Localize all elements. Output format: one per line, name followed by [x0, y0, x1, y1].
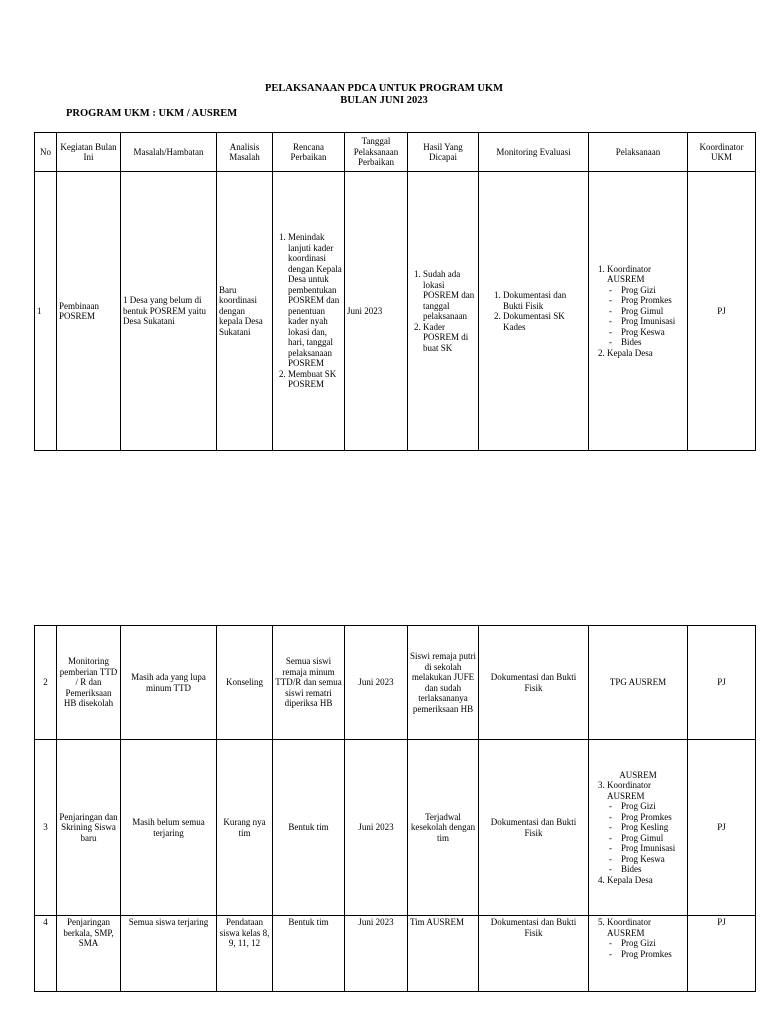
header-tanggal: Tanggal Pelaksanaan Perbaikan [345, 133, 408, 172]
list-item: - Bides [621, 864, 685, 875]
list-item: - Prog Keswa [621, 327, 685, 338]
row1-monitoring [479, 172, 589, 451]
list-item: 1. Menindak lanjuti kader koordinasi dengan Kepala Desa untuk pembentukan POSREM dan penentuan kader nyah lokasi dan, hari, tanggal pelaksanaan POSREM [288, 232, 342, 369]
list-item: - Prog Promkes [621, 295, 685, 306]
row1-rencana [273, 172, 345, 451]
row4-koordinator: PJ [688, 916, 756, 992]
row1-pelaksanaan [589, 172, 688, 451]
header-hasil: Hasil Yang Dicapai [408, 133, 479, 172]
row3-masalah: Masih belum semua terjaring [121, 740, 217, 916]
pelaksanaan-main: Koordinator AUSREM [607, 780, 651, 801]
list-item: - Prog Gizi [621, 285, 685, 296]
table-row [35, 740, 756, 916]
pelaksanaan-main: Koordinator AUSREM [607, 917, 651, 938]
row3-koordinator: PJ [688, 740, 756, 916]
table-row [35, 916, 756, 992]
list-item: - Prog Gizi [621, 801, 685, 812]
row1-masalah: 1 Desa yang belum di bentuk POSREM yaitu Desa Sukatani [121, 172, 217, 451]
row2-analisis: Konseling [217, 626, 273, 740]
row1-no: 1 [35, 172, 57, 451]
row1-kegiatan: Pembinaan POSREM [57, 172, 121, 451]
row3-monitoring: Dokumentasi dan Bukti Fisik [479, 740, 589, 916]
row1-hasil [408, 172, 479, 451]
list-item: 2. Kader POSREM di buat SK [423, 322, 476, 354]
row2-hasil: Siswi remaja putri di sekolah melakukan JUFE dan sudah terlaksananya pemeriksaan HB [408, 626, 479, 740]
document-title: PELAKSANAAN PDCA UNTUK PROGRAM UKM [265, 83, 503, 94]
pelaksanaan-top: AUSREM [619, 769, 657, 780]
list-item: 2. Kepala Desa [607, 348, 685, 359]
list-item [607, 264, 685, 348]
row2-kegiatan: Monitoring pemberian TTD / R dan Pemeriksaan HB disekolah [57, 626, 121, 740]
row1-analisis: Baru koordinasi dengan kepala Desa Sukatani [217, 172, 273, 451]
row4-pelaksanaan [589, 916, 688, 992]
row4-analisis: Pendataan siswa kelas 8, 9, 11, 12 [217, 916, 273, 992]
row1-tanggal: Juni 2023 [345, 172, 408, 451]
pdca-table-page-1 [34, 132, 756, 451]
list-item: 2. Membuat SK POSREM [288, 369, 342, 390]
row2-no: 2 [35, 626, 57, 740]
header-no: No [35, 133, 57, 172]
table-row [35, 626, 756, 740]
row3-hasil: Terjadwal kesekolah dengan tim [408, 740, 479, 916]
list-item: 4. Kepala Desa [607, 875, 685, 886]
header-kegiatan: Kegiatan Bulan Ini [57, 133, 121, 172]
table-row [35, 172, 756, 451]
row3-no: 3 [35, 740, 57, 916]
row1-koordinator: PJ [688, 172, 756, 451]
row4-no: 4 [35, 916, 57, 992]
list-item: 1. Dokumentasi dan Bukti Fisik [503, 290, 586, 311]
row2-koordinator: PJ [688, 626, 756, 740]
header-masalah: Masalah/Hambatan [121, 133, 217, 172]
row2-monitoring: Dokumentasi dan Bukti Fisik [479, 626, 589, 740]
row3-rencana: Bentuk tim [273, 740, 345, 916]
row3-pelaksanaan [589, 740, 688, 916]
list-item: - Prog Gimul [621, 306, 685, 317]
list-item: - Bides [621, 337, 685, 348]
row3-kegiatan: Penjaringan dan Skrining Siswa baru [57, 740, 121, 916]
pdca-table-page-2 [34, 625, 756, 992]
header-row [35, 133, 756, 172]
header-koordinator: Koordinator UKM [688, 133, 756, 172]
row4-kegiatan: Penjaringan berkala, SMP, SMA [57, 916, 121, 992]
list-item: - Prog Promkes [621, 812, 685, 823]
list-item: - Prog Imunisasi [621, 843, 685, 854]
row2-pelaksanaan: TPG AUSREM [589, 626, 688, 740]
list-item: - Prog Gizi [621, 938, 685, 949]
row4-rencana: Bentuk tim [273, 916, 345, 992]
header-rencana: Rencana Perbaikan [273, 133, 345, 172]
pelaksanaan-main: Koordinator AUSREM [607, 263, 651, 285]
list-item: - Prog Imunisasi [621, 316, 685, 327]
list-item: 2. Dokumentasi SK Kades [503, 311, 586, 332]
row3-tanggal: Juni 2023 [345, 740, 408, 916]
header-pelaksanaan: Pelaksanaan [589, 133, 688, 172]
list-item: 1. Sudah ada lokasi POSREM dan tanggal pelaksanaan [423, 269, 476, 322]
row4-masalah: Semua siswa terjaring [121, 916, 217, 992]
header-analisis: Analisis Masalah [217, 133, 273, 172]
list-item [607, 917, 685, 959]
row2-tanggal: Juni 2023 [345, 626, 408, 740]
row2-rencana: Semua siswi remaja minum TTD/R dan semua siswi rematri diperiksa HB [273, 626, 345, 740]
row3-analisis: Kurang nya tim [217, 740, 273, 916]
row4-tanggal: Juni 2023 [345, 916, 408, 992]
row4-hasil: Tim AUSREM [408, 916, 479, 992]
list-item [607, 780, 685, 875]
program-label: PROGRAM UKM : UKM / AUSREM [66, 108, 238, 119]
header-monitoring: Monitoring Evaluasi [479, 133, 589, 172]
list-item: - Prog Gimul [621, 833, 685, 844]
document-subtitle: BULAN JUNI 2023 [340, 95, 428, 106]
row4-monitoring: Dokumentasi dan Bukti Fisik [479, 916, 589, 992]
list-item: - Prog Keswa [621, 854, 685, 865]
list-item: - Prog Promkes [621, 949, 685, 960]
row2-masalah: Masih ada yang lupa minum TTD [121, 626, 217, 740]
list-item: - Prog Kesling [621, 822, 685, 833]
